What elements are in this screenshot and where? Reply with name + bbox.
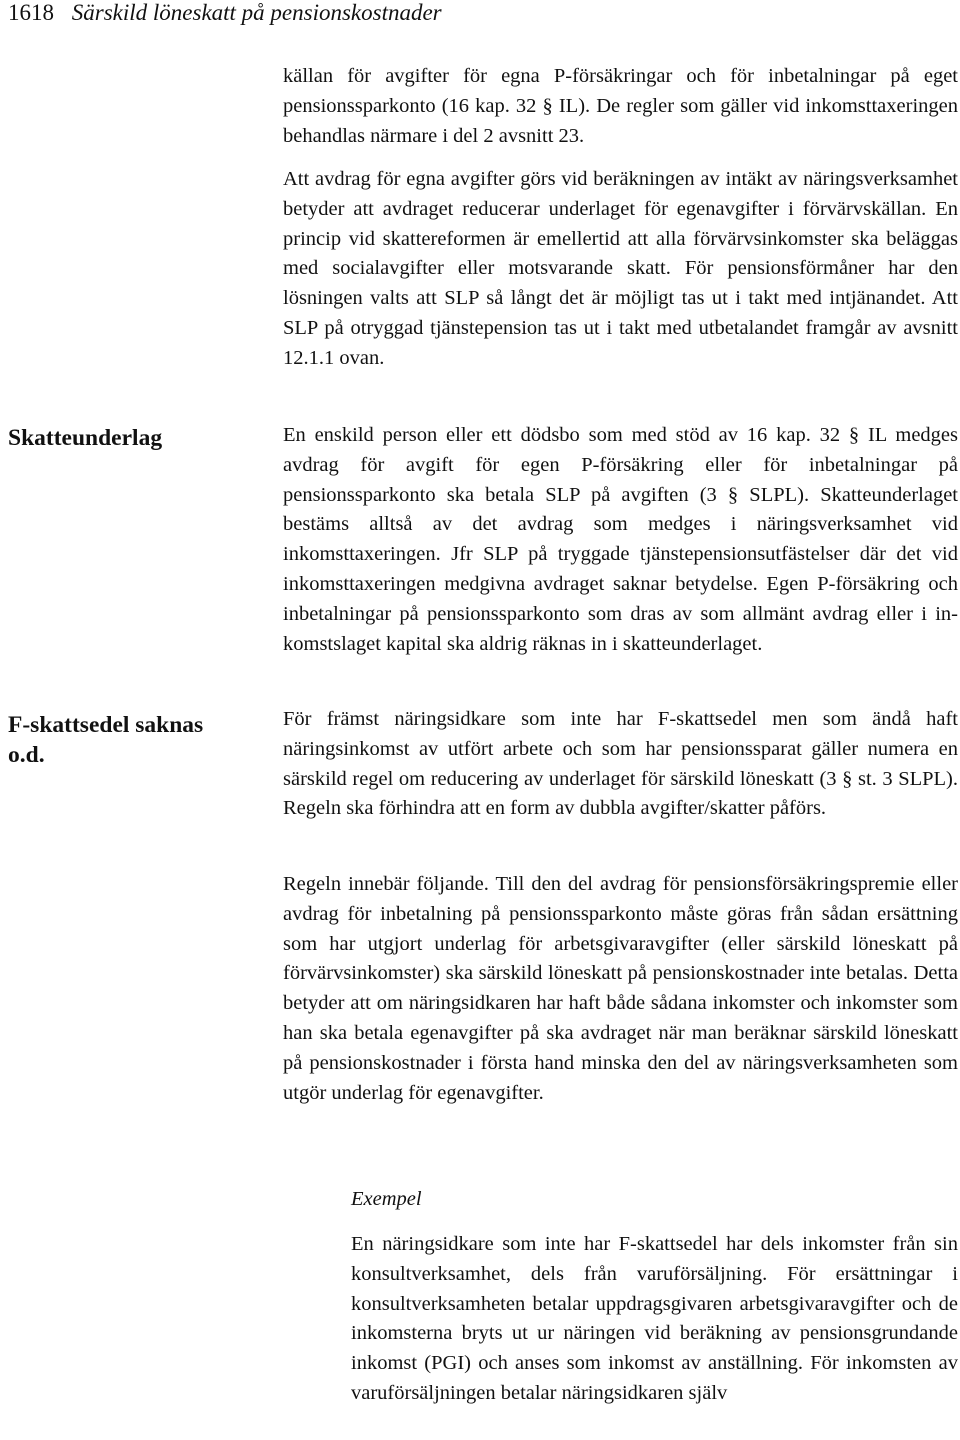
margin-heading-fskattsedel: F-skattsedel saknas o.d. (8, 712, 204, 768)
paragraph-skatteunderlag: En enskild person eller ett dödsbo som med stöd av 16 kap. 32 § IL medges avdrag för avgift för egen P-försäkring eller för inbetalningar på pensionssparkonto ska betala SLP på avgiften (3 § SLPL). Skatteunderlaget bestäms alltså av det avdrag som medges i näringsverksamhet vid inkomsttaxeringen. Jfr SLP på tryggade tjänstepensionsutfästelser där det vid inkomsttaxeringen medgivna avdraget saknar betydelse. Egen P-försäkring och inbetalningar på pensionssparkonto som dras av som allmänt avdrag eller i inkomstslaget kapital ska aldrig räknas in i skatteunderlaget. (283, 424, 958, 655)
running-header (8, 0, 442, 26)
margin-heading-skatteunderlag: Skatteunderlag (8, 425, 163, 451)
paragraph-egenavgifter: Att avdrag för egna avgifter görs vid beräkningen av intäkt av näringsverksamhet betyder att avdraget reducerar underlaget för egenavgifter i förvärvskällan. En princip vid skattereformen är emellertid att alla förvärvsinkomster ska beläggas med socialavgifter eller motsvarande skatt. För pensionsförmåner har den lösningen valts att SLP så långt det är möjligt tas ut i takt med intjänandet. Att SLP på otryggad tjänstepension tas ut i takt med utbetalandet framgår av avsnitt 12.1.1 ovan. (283, 168, 958, 369)
chapter-title: Särskild löneskatt på pensionskostnader (71, 0, 442, 25)
paragraph-regeln: Regeln innebär följande. Till den del avdrag för pensionsförsäkringspremie eller avdrag för inbetalning på pensionssparkonto måste göras från sådan ersättning som har utgjort underlag för arbetsgivaravgifter (eller särskild löneskatt på förvärvsinkomster) ska särskild löneskatt på pensionskostnader inte betalas. Detta betyder att om näringsidkaren har haft både sådana inkomster och inkomster som han ska betala egenavgifter på ska avdraget när man beräknar särskild löneskatt på pensionskostnader i första hand minska den del av näringsverksamheten som utgör underlag för egenavgifter. (283, 873, 958, 1104)
example-paragraph: En näringsidkare som inte har F-skattsedel har dels inkomster från sin konsultverksamhet, dels från varuförsäljning. För ersättningar i konsultverksamheten betalar uppdragsgivaren arbetsgivaravgifter och de inkomsterna bryts ut ur näringen vid beräkning av pensionsgrundande inkomst (PGI) och anses som inkomst av anställning. För inkomsten av varuförsäljningen betalar näringsidkaren själv (351, 1233, 958, 1404)
example-heading: Exempel (351, 1188, 422, 1210)
paragraph-continuation: källan för avgifter för egna P-försäkringar och för inbetalningar på eget pensionssparkonto (16 kap. 32 § IL). De regler som gäller vid inkomsttaxeringen behandlas närmare i del 2 avsnitt 23. (283, 65, 958, 147)
paragraph-fskattsedel: För främst näringsidkare som inte har F-skattsedel men som ändå haft näringsinkomst av utfört arbete och som har pensionssparat gäller numera en särskild regel om reducering av underlaget för särskild löneskatt (3 § st. 3 SLPL). Regeln ska förhindra att en form av dubbla avgifter/skatter påförs. (283, 708, 958, 820)
page-number: 1618 (8, 0, 54, 25)
